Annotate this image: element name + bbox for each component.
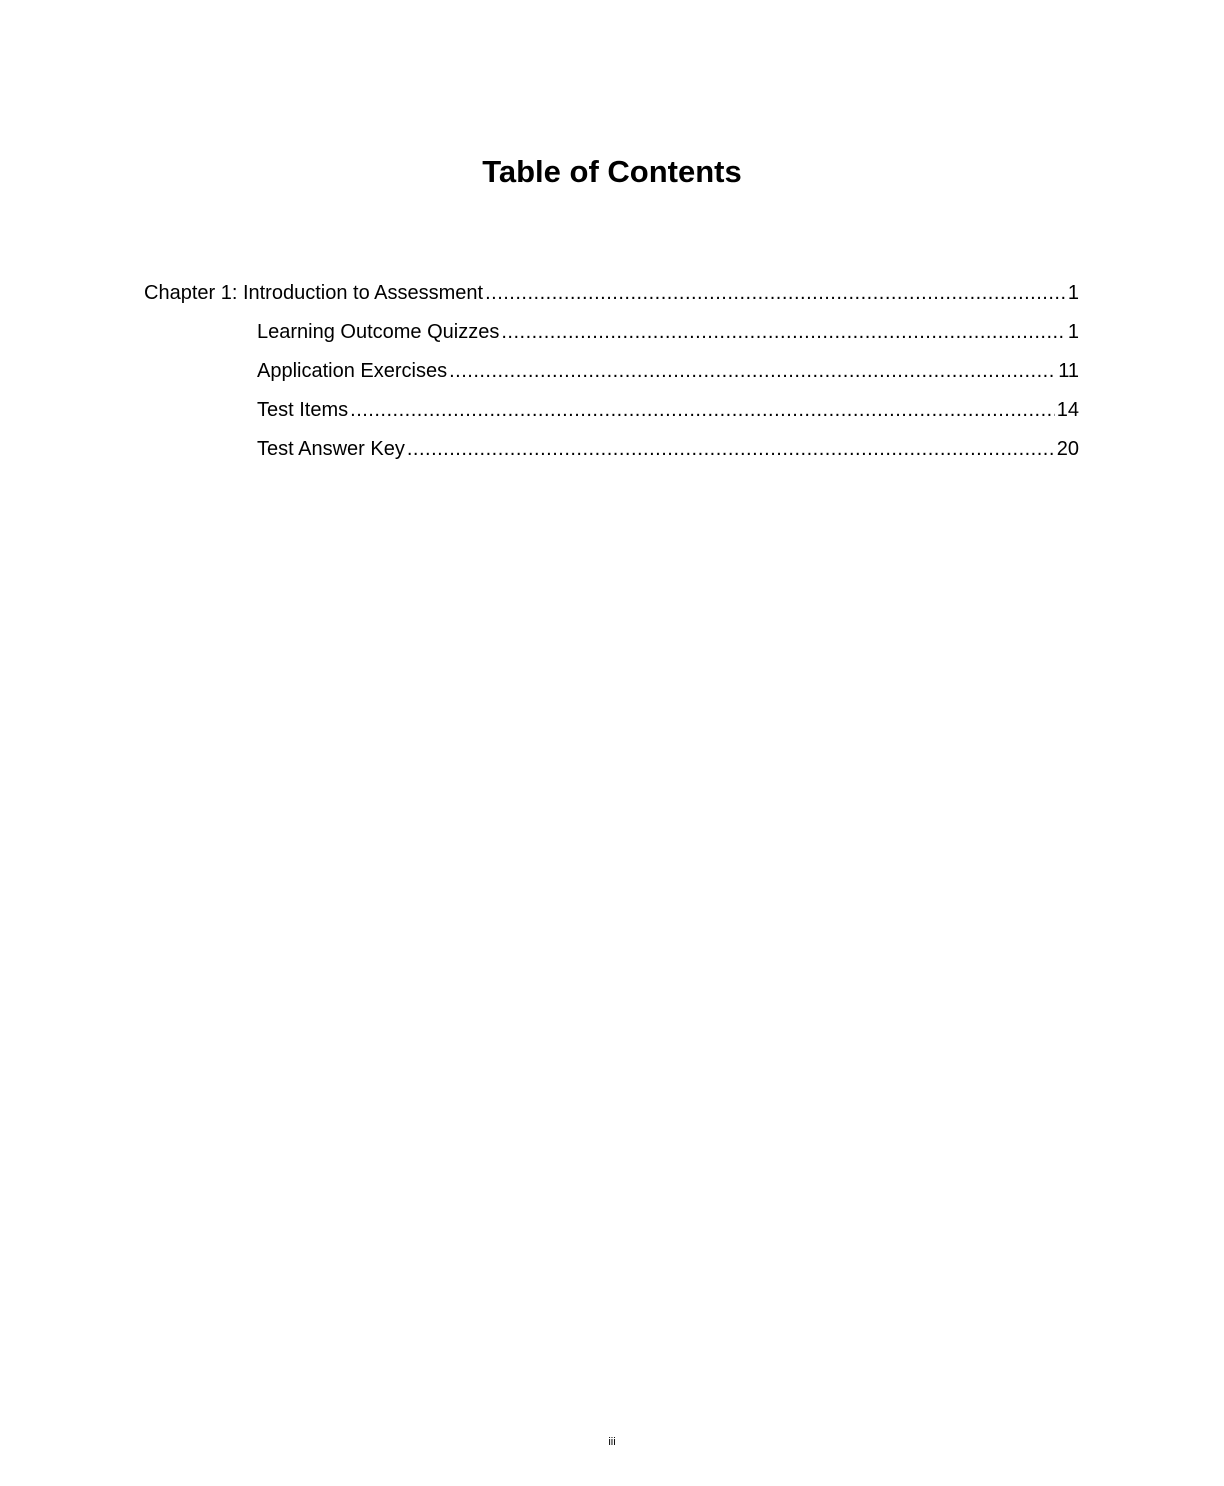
toc-entry-test-items[interactable] [257, 395, 1079, 425]
toc-entry-application-exercises[interactable] [257, 356, 1079, 386]
toc-entry-label: Learning Outcome Quizzes [257, 321, 500, 343]
toc-entry-page-number: 20 [1056, 438, 1079, 460]
dot-leader [407, 434, 1055, 464]
page-title: Table of Contents [482, 154, 742, 189]
toc-entry-label: Application Exercises [257, 360, 448, 382]
toc-entry-test-answer-key[interactable] [257, 434, 1079, 464]
toc-entry-page-number: 1 [1067, 282, 1079, 304]
toc-entry-chapter-1[interactable] [144, 278, 1079, 308]
toc-entry-label: Chapter 1: Introduction to Assessment [144, 282, 484, 304]
page-number-footer: iii [608, 1436, 616, 1448]
toc-entry-page-number: 11 [1058, 360, 1079, 382]
toc-entry-label: Test Answer Key [257, 438, 405, 460]
dot-leader [501, 317, 1066, 347]
dot-leader [350, 395, 1055, 425]
toc-entry-learning-outcome-quizzes[interactable] [257, 317, 1079, 347]
toc-entry-label: Test Items [257, 399, 349, 421]
toc-entry-page-number: 1 [1067, 321, 1079, 343]
toc-entry-page-number: 14 [1056, 399, 1079, 421]
dot-leader [485, 278, 1066, 308]
dot-leader [449, 356, 1056, 386]
